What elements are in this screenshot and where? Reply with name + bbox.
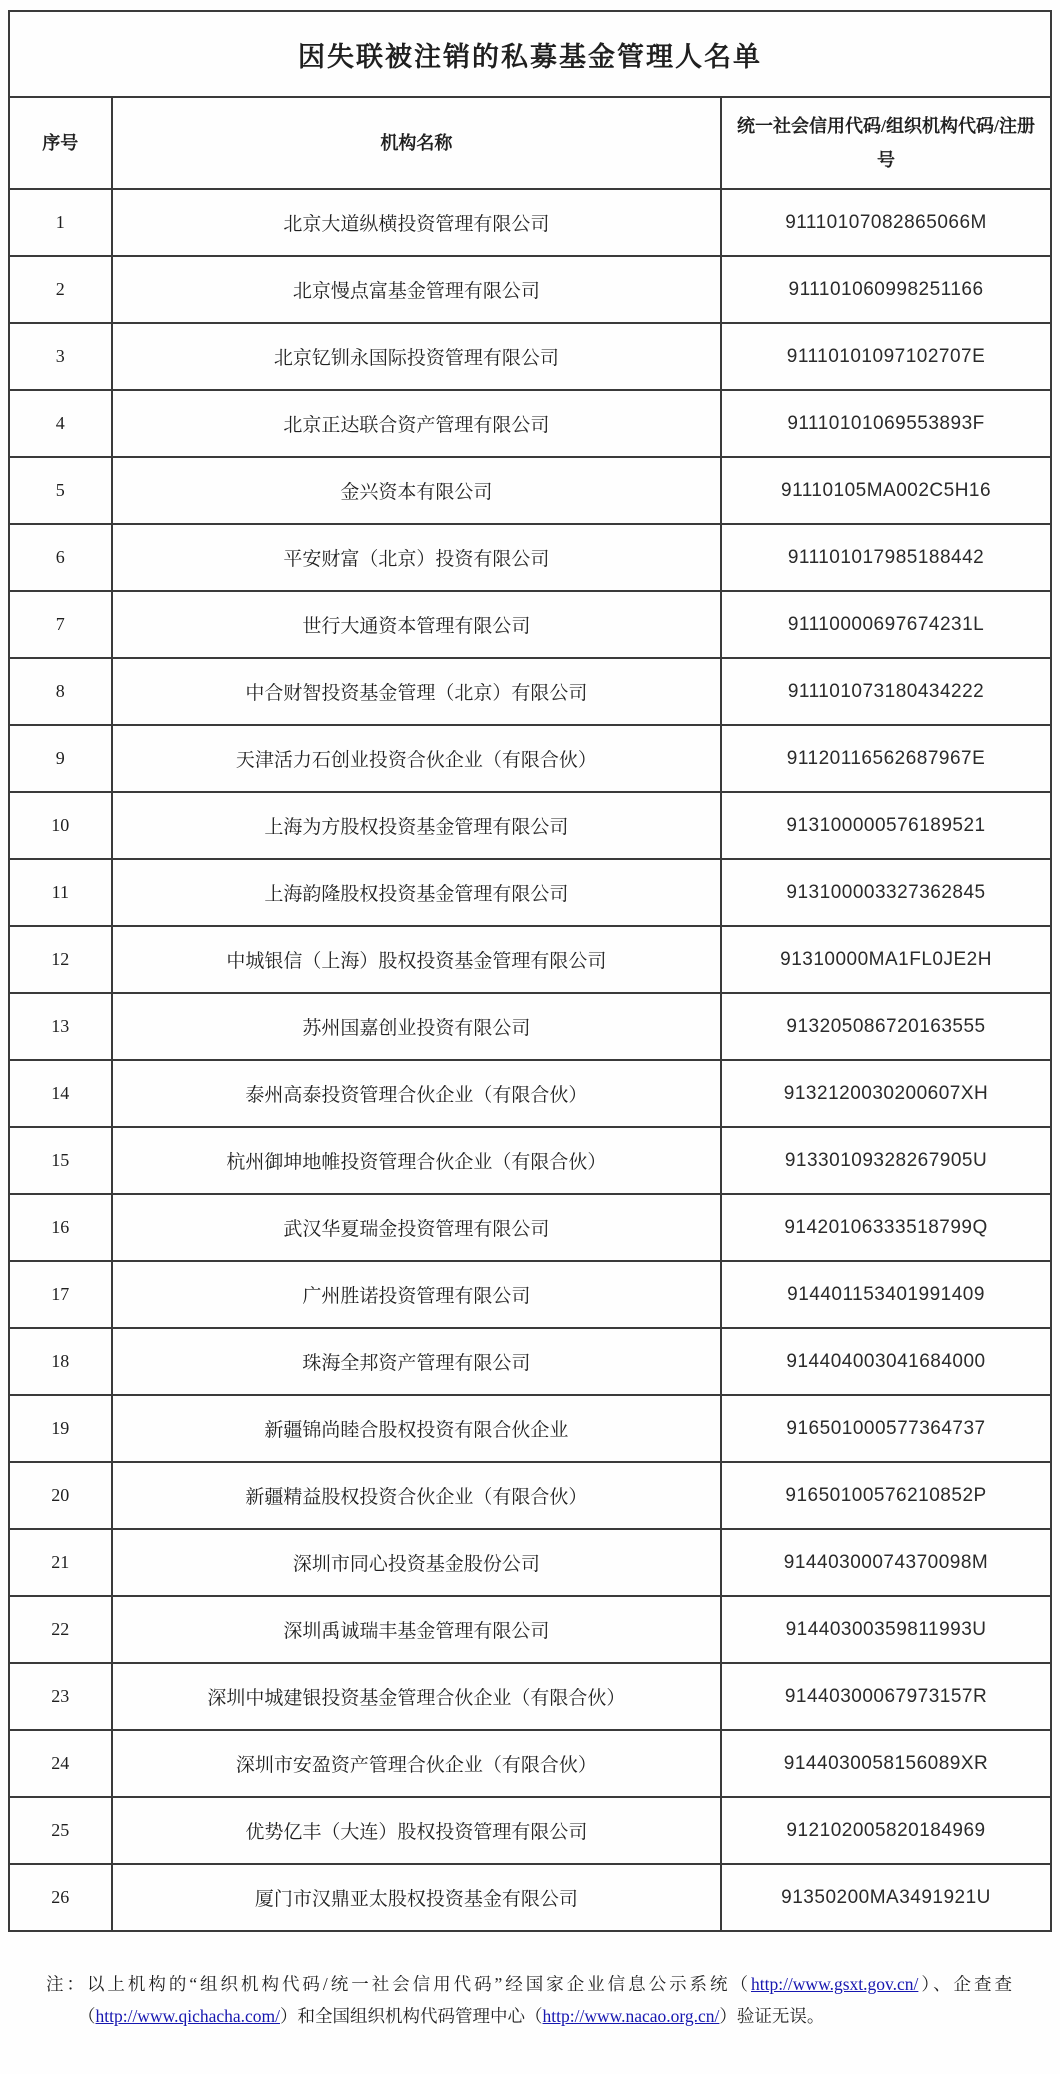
credit-code-cell: 914401153401991409 [721, 1261, 1051, 1328]
org-name-cell: 新疆精益股权投资合伙企业（有限合伙） [112, 1462, 722, 1529]
credit-code-cell: 916501000577364737 [721, 1395, 1051, 1462]
table-row [9, 725, 1051, 792]
org-name-cell: 武汉华夏瑞金投资管理有限公司 [112, 1194, 722, 1261]
row-number-cell: 4 [9, 390, 112, 457]
org-name-cell: 深圳市安盈资产管理合伙企业（有限合伙） [112, 1730, 722, 1797]
org-name-cell: 世行大通资本管理有限公司 [112, 591, 722, 658]
row-number-cell: 23 [9, 1663, 112, 1730]
row-number-cell: 25 [9, 1797, 112, 1864]
org-name-cell: 平安财富（北京）投资有限公司 [112, 524, 722, 591]
org-name-cell: 优势亿丰（大连）股权投资管理有限公司 [112, 1797, 722, 1864]
table-row [9, 926, 1051, 993]
org-name-cell: 北京正达联合资产管理有限公司 [112, 390, 722, 457]
row-number-cell: 15 [9, 1127, 112, 1194]
table-row [9, 1529, 1051, 1596]
table-row [9, 1596, 1051, 1663]
credit-code-cell: 91310000MA1FL0JE2H [721, 926, 1051, 993]
table-row [9, 1194, 1051, 1261]
org-name-cell: 金兴资本有限公司 [112, 457, 722, 524]
fund-managers-table [8, 10, 1052, 1932]
table-row [9, 1261, 1051, 1328]
credit-code-cell: 91110107082865066M [721, 189, 1051, 256]
row-number-cell: 10 [9, 792, 112, 859]
table-row [9, 1127, 1051, 1194]
org-name-cell: 广州胜诺投资管理有限公司 [112, 1261, 722, 1328]
credit-code-cell: 912102005820184969 [721, 1797, 1051, 1864]
table-row [9, 524, 1051, 591]
credit-code-cell: 91110105MA002C5H16 [721, 457, 1051, 524]
org-name-cell: 苏州国嘉创业投资有限公司 [112, 993, 722, 1060]
row-number-cell: 5 [9, 457, 112, 524]
org-name-cell: 厦门市汉鼎亚太股权投资基金有限公司 [112, 1864, 722, 1931]
page-title: 因失联被注销的私募基金管理人名单 [9, 11, 1051, 97]
row-number-cell: 11 [9, 859, 112, 926]
note-link[interactable]: http://www.nacao.org.cn/ [542, 2006, 720, 2026]
org-name-cell: 上海为方股权投资基金管理有限公司 [112, 792, 722, 859]
row-number-cell: 20 [9, 1462, 112, 1529]
credit-code-cell: 91420106333518799Q [721, 1194, 1051, 1261]
row-number-cell: 26 [9, 1864, 112, 1931]
org-name-cell: 泰州高泰投资管理合伙企业（有限合伙） [112, 1060, 722, 1127]
table-row [9, 1730, 1051, 1797]
row-number-cell: 12 [9, 926, 112, 993]
credit-code-cell: 913205086720163555 [721, 993, 1051, 1060]
table-row [9, 390, 1051, 457]
org-name-cell: 深圳市同心投资基金股份公司 [112, 1529, 722, 1596]
credit-code-cell: 913100000576189521 [721, 792, 1051, 859]
credit-code-cell: 91440300067973157R [721, 1663, 1051, 1730]
row-number-cell: 1 [9, 189, 112, 256]
row-number-cell: 17 [9, 1261, 112, 1328]
note-link[interactable]: http://www.qichacha.com/ [95, 2006, 281, 2026]
title-row [9, 11, 1051, 97]
table-row [9, 1462, 1051, 1529]
credit-code-cell: 911101073180434222 [721, 658, 1051, 725]
table-body [9, 189, 1051, 1931]
row-number-cell: 6 [9, 524, 112, 591]
org-name-cell: 杭州御坤地帷投资管理合伙企业（有限合伙） [112, 1127, 722, 1194]
row-number-cell: 21 [9, 1529, 112, 1596]
table-row [9, 189, 1051, 256]
footer-note [46, 1968, 1012, 2032]
note-text: ）验证无误。 [719, 2006, 825, 2026]
table-row [9, 457, 1051, 524]
row-number-cell: 14 [9, 1060, 112, 1127]
org-name-cell: 天津活力石创业投资合伙企业（有限合伙） [112, 725, 722, 792]
org-name-cell: 中城银信（上海）股权投资基金管理有限公司 [112, 926, 722, 993]
row-number-cell: 16 [9, 1194, 112, 1261]
org-name-cell: 上海韵隆股权投资基金管理有限公司 [112, 859, 722, 926]
row-number-cell: 22 [9, 1596, 112, 1663]
credit-code-cell: 91110101069553893F [721, 390, 1051, 457]
table-row [9, 1797, 1051, 1864]
row-number-cell: 8 [9, 658, 112, 725]
table-row [9, 792, 1051, 859]
credit-code-cell: 911101060998251166 [721, 256, 1051, 323]
row-number-cell: 7 [9, 591, 112, 658]
note-text: ）和全国组织机构代码管理中心（ [280, 2006, 543, 2026]
credit-code-cell: 9132120030200607XH [721, 1060, 1051, 1127]
note-link[interactable]: http://www.gsxt.gov.cn/ [750, 1974, 919, 1994]
org-name-cell: 深圳禹诚瑞丰基金管理有限公司 [112, 1596, 722, 1663]
org-name-cell: 深圳中城建银投资基金管理合伙企业（有限合伙） [112, 1663, 722, 1730]
row-number-cell: 13 [9, 993, 112, 1060]
table-row [9, 1663, 1051, 1730]
org-name-cell: 新疆锦尚睦合股权投资有限合伙企业 [112, 1395, 722, 1462]
credit-code-cell: 91440300359811993U [721, 1596, 1051, 1663]
table-row [9, 993, 1051, 1060]
header-row [9, 97, 1051, 189]
column-header-code: 统一社会信用代码/组织机构代码/注册号 [721, 97, 1051, 189]
row-number-cell: 18 [9, 1328, 112, 1395]
credit-code-cell: 911101017985188442 [721, 524, 1051, 591]
credit-code-cell: 91330109328267905U [721, 1127, 1051, 1194]
credit-code-cell: 91110000697674231L [721, 591, 1051, 658]
credit-code-cell: 91350200MA3491921U [721, 1864, 1051, 1931]
note-text: ）、企查查（ [78, 1974, 1012, 2026]
org-name-cell: 北京大道纵横投资管理有限公司 [112, 189, 722, 256]
table-row [9, 256, 1051, 323]
table-row [9, 1864, 1051, 1931]
table-row [9, 859, 1051, 926]
credit-code-cell: 9144030058156089XR [721, 1730, 1051, 1797]
org-name-cell: 北京慢点富基金管理有限公司 [112, 256, 722, 323]
org-name-cell: 北京钇钏永国际投资管理有限公司 [112, 323, 722, 390]
row-number-cell: 9 [9, 725, 112, 792]
table-row [9, 658, 1051, 725]
table-row [9, 323, 1051, 390]
table-row [9, 1060, 1051, 1127]
row-number-cell: 19 [9, 1395, 112, 1462]
credit-code-cell: 91440300074370098M [721, 1529, 1051, 1596]
row-number-cell: 2 [9, 256, 112, 323]
org-name-cell: 珠海全邦资产管理有限公司 [112, 1328, 722, 1395]
credit-code-cell: 913100003327362845 [721, 859, 1051, 926]
table-row [9, 591, 1051, 658]
table-row [9, 1328, 1051, 1395]
credit-code-cell: 91110101097102707E [721, 323, 1051, 390]
org-name-cell: 中合财智投资基金管理（北京）有限公司 [112, 658, 722, 725]
table-row [9, 1395, 1051, 1462]
row-number-cell: 24 [9, 1730, 112, 1797]
row-number-cell: 3 [9, 323, 112, 390]
column-header-name: 机构名称 [112, 97, 722, 189]
credit-code-cell: 914404003041684000 [721, 1328, 1051, 1395]
column-header-no: 序号 [9, 97, 112, 189]
credit-code-cell: 91120116562687967E [721, 725, 1051, 792]
credit-code-cell: 91650100576210852P [721, 1462, 1051, 1529]
note-text: 注：以上机构的“组织机构代码/统一社会信用代码”经国家企业信息公示系统（ [46, 1974, 751, 1994]
